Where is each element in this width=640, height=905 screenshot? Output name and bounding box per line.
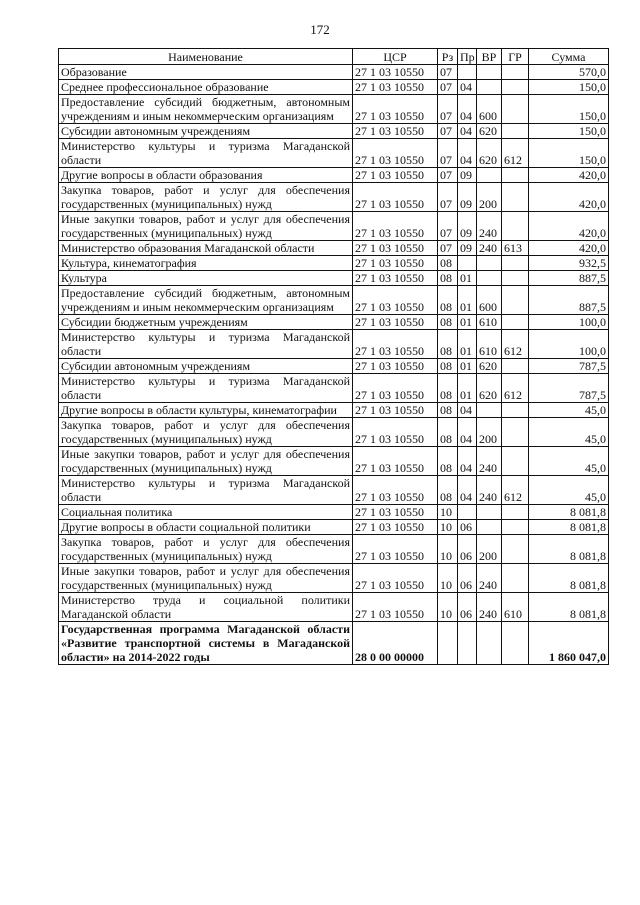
cell-csr: 27 1 03 10550 (353, 374, 438, 403)
cell-name: Иные закупки товаров, работ и услуг для обеспечения государственных (муниципальных) нужд (59, 564, 353, 593)
cell-pr: 04 (458, 95, 477, 124)
cell-csr: 27 1 03 10550 (353, 241, 438, 256)
cell-pr: 04 (458, 476, 477, 505)
cell-csr: 27 1 03 10550 (353, 315, 438, 330)
cell-pr: 01 (458, 286, 477, 315)
table-row (59, 65, 609, 80)
cell-pr: 04 (458, 124, 477, 139)
cell-sum: 420,0 (529, 183, 609, 212)
cell-csr: 27 1 03 10550 (353, 418, 438, 447)
cell-rz: 08 (438, 403, 458, 418)
cell-gr (502, 535, 529, 564)
cell-rz: 07 (438, 241, 458, 256)
cell-sum: 420,0 (529, 168, 609, 183)
table-row (59, 359, 609, 374)
table-row (59, 374, 609, 403)
cell-csr: 28 0 00 00000 (353, 622, 438, 665)
cell-vr: 240 (477, 241, 502, 256)
cell-sum: 100,0 (529, 330, 609, 359)
cell-gr (502, 286, 529, 315)
cell-csr: 27 1 03 10550 (353, 139, 438, 168)
cell-pr: 06 (458, 593, 477, 622)
cell-csr: 27 1 03 10550 (353, 403, 438, 418)
cell-gr (502, 271, 529, 286)
cell-name: Иные закупки товаров, работ и услуг для обеспечения государственных (муниципальных) нужд (59, 212, 353, 241)
cell-name: Среднее профессиональное образование (59, 80, 353, 95)
table-row (59, 183, 609, 212)
cell-vr: 600 (477, 286, 502, 315)
cell-sum: 1 860 047,0 (529, 622, 609, 665)
cell-pr: 01 (458, 374, 477, 403)
cell-gr (502, 80, 529, 95)
table-row (59, 447, 609, 476)
cell-sum: 887,5 (529, 286, 609, 315)
cell-sum: 45,0 (529, 403, 609, 418)
cell-vr: 610 (477, 315, 502, 330)
page-number: 172 (310, 22, 330, 37)
cell-csr: 27 1 03 10550 (353, 183, 438, 212)
cell-name: Министерство образования Магаданской области (59, 241, 353, 256)
table-row (59, 315, 609, 330)
cell-csr: 27 1 03 10550 (353, 564, 438, 593)
cell-name: Субсидии бюджетным учреждениям (59, 315, 353, 330)
cell-rz: 08 (438, 476, 458, 505)
cell-pr: 09 (458, 168, 477, 183)
cell-csr: 27 1 03 10550 (353, 65, 438, 80)
cell-gr (502, 520, 529, 535)
cell-csr: 27 1 03 10550 (353, 212, 438, 241)
cell-pr: 06 (458, 520, 477, 535)
table-row (59, 95, 609, 124)
cell-sum: 150,0 (529, 139, 609, 168)
cell-pr: 09 (458, 241, 477, 256)
cell-vr: 200 (477, 535, 502, 564)
cell-vr: 240 (477, 476, 502, 505)
cell-gr: 610 (502, 593, 529, 622)
cell-vr (477, 65, 502, 80)
table-row (59, 256, 609, 271)
table-row (59, 403, 609, 418)
cell-csr: 27 1 03 10550 (353, 520, 438, 535)
cell-vr (477, 256, 502, 271)
cell-rz: 10 (438, 520, 458, 535)
cell-gr (502, 124, 529, 139)
cell-sum: 887,5 (529, 271, 609, 286)
cell-rz: 07 (438, 139, 458, 168)
cell-sum: 45,0 (529, 447, 609, 476)
cell-rz: 08 (438, 271, 458, 286)
cell-name: Государственная программа Магаданской области «Развитие транспортной системы в Магаданской области» на 2014-2022 годы (59, 622, 353, 665)
cell-gr (502, 447, 529, 476)
cell-pr: 09 (458, 183, 477, 212)
cell-vr (477, 505, 502, 520)
cell-vr: 620 (477, 359, 502, 374)
table-row (59, 168, 609, 183)
cell-csr: 27 1 03 10550 (353, 271, 438, 286)
cell-pr: 04 (458, 139, 477, 168)
cell-name: Закупка товаров, работ и услуг для обеспечения государственных (муниципальных) нужд (59, 535, 353, 564)
cell-csr: 27 1 03 10550 (353, 256, 438, 271)
cell-csr: 27 1 03 10550 (353, 359, 438, 374)
cell-vr (477, 168, 502, 183)
cell-gr: 613 (502, 241, 529, 256)
cell-csr: 27 1 03 10550 (353, 593, 438, 622)
table-row (59, 139, 609, 168)
cell-sum: 787,5 (529, 359, 609, 374)
cell-sum: 8 081,8 (529, 564, 609, 593)
header-vr: ВР (477, 49, 502, 65)
cell-gr (502, 65, 529, 80)
cell-gr: 612 (502, 374, 529, 403)
table-row (59, 505, 609, 520)
cell-sum: 8 081,8 (529, 593, 609, 622)
table-row (59, 271, 609, 286)
budget-table (58, 48, 609, 665)
cell-rz: 08 (438, 330, 458, 359)
cell-name: Другие вопросы в области культуры, кинематографии (59, 403, 353, 418)
cell-vr: 620 (477, 374, 502, 403)
cell-csr: 27 1 03 10550 (353, 535, 438, 564)
table-row (59, 535, 609, 564)
cell-csr: 27 1 03 10550 (353, 476, 438, 505)
table-body (59, 65, 609, 665)
cell-vr: 600 (477, 95, 502, 124)
cell-pr: 01 (458, 359, 477, 374)
cell-gr (502, 359, 529, 374)
header-pr: Пр (458, 49, 477, 65)
cell-vr: 240 (477, 212, 502, 241)
cell-gr (502, 505, 529, 520)
header-row (59, 49, 609, 65)
cell-name: Министерство культуры и туризма Магаданской области (59, 139, 353, 168)
cell-gr: 612 (502, 476, 529, 505)
cell-gr (502, 564, 529, 593)
cell-gr (502, 183, 529, 212)
cell-sum: 932,5 (529, 256, 609, 271)
cell-sum: 787,5 (529, 374, 609, 403)
cell-vr (477, 80, 502, 95)
cell-gr (502, 315, 529, 330)
cell-pr: 01 (458, 315, 477, 330)
header-name: Наименование (59, 49, 353, 65)
cell-name: Министерство культуры и туризма Магаданской области (59, 476, 353, 505)
cell-vr (477, 520, 502, 535)
cell-vr: 620 (477, 139, 502, 168)
cell-pr: 06 (458, 535, 477, 564)
cell-pr: 04 (458, 447, 477, 476)
cell-name: Предоставление субсидий бюджетным, автономным учреждениям и иным некоммерческим организациям (59, 286, 353, 315)
cell-vr: 240 (477, 593, 502, 622)
cell-rz: 07 (438, 212, 458, 241)
cell-gr (502, 418, 529, 447)
header-gr: ГР (502, 49, 529, 65)
cell-sum: 8 081,8 (529, 535, 609, 564)
cell-gr (502, 95, 529, 124)
cell-rz: 07 (438, 65, 458, 80)
cell-sum: 150,0 (529, 80, 609, 95)
cell-csr: 27 1 03 10550 (353, 286, 438, 315)
table-row (59, 80, 609, 95)
cell-rz: 08 (438, 256, 458, 271)
cell-gr (502, 256, 529, 271)
cell-rz: 07 (438, 95, 458, 124)
cell-gr (502, 622, 529, 665)
cell-name: Закупка товаров, работ и услуг для обеспечения государственных (муниципальных) нужд (59, 418, 353, 447)
header-csr: ЦСР (353, 49, 438, 65)
table-row (59, 418, 609, 447)
cell-rz: 08 (438, 286, 458, 315)
cell-rz: 07 (438, 168, 458, 183)
cell-name: Министерство труда и социальной политики Магаданской области (59, 593, 353, 622)
cell-sum: 45,0 (529, 476, 609, 505)
cell-rz: 08 (438, 374, 458, 403)
cell-sum: 100,0 (529, 315, 609, 330)
cell-pr: 04 (458, 403, 477, 418)
cell-csr: 27 1 03 10550 (353, 447, 438, 476)
cell-csr: 27 1 03 10550 (353, 330, 438, 359)
table-row (59, 622, 609, 665)
cell-rz: 10 (438, 593, 458, 622)
cell-csr: 27 1 03 10550 (353, 168, 438, 183)
table-row (59, 286, 609, 315)
cell-pr: 06 (458, 564, 477, 593)
cell-name: Министерство культуры и туризма Магаданской области (59, 330, 353, 359)
cell-vr: 240 (477, 564, 502, 593)
cell-rz: 10 (438, 505, 458, 520)
cell-rz: 08 (438, 359, 458, 374)
cell-name: Субсидии автономным учреждениям (59, 359, 353, 374)
cell-sum: 45,0 (529, 418, 609, 447)
cell-gr (502, 403, 529, 418)
cell-rz: 08 (438, 447, 458, 476)
table-row (59, 212, 609, 241)
cell-name: Закупка товаров, работ и услуг для обеспечения государственных (муниципальных) нужд (59, 183, 353, 212)
cell-name: Субсидии автономным учреждениям (59, 124, 353, 139)
cell-gr (502, 168, 529, 183)
table-row (59, 124, 609, 139)
cell-sum: 420,0 (529, 212, 609, 241)
cell-name: Иные закупки товаров, работ и услуг для обеспечения государственных (муниципальных) нужд (59, 447, 353, 476)
cell-csr: 27 1 03 10550 (353, 95, 438, 124)
cell-sum: 420,0 (529, 241, 609, 256)
cell-vr: 200 (477, 183, 502, 212)
cell-csr: 27 1 03 10550 (353, 505, 438, 520)
cell-pr (458, 256, 477, 271)
cell-sum: 8 081,8 (529, 505, 609, 520)
table-row (59, 241, 609, 256)
cell-rz: 07 (438, 124, 458, 139)
cell-pr (458, 65, 477, 80)
cell-vr: 200 (477, 418, 502, 447)
cell-vr: 240 (477, 447, 502, 476)
cell-rz (438, 622, 458, 665)
cell-name: Другие вопросы в области образования (59, 168, 353, 183)
cell-vr: 620 (477, 124, 502, 139)
cell-vr (477, 403, 502, 418)
table-row (59, 476, 609, 505)
cell-gr: 612 (502, 330, 529, 359)
cell-csr: 27 1 03 10550 (353, 80, 438, 95)
cell-pr (458, 505, 477, 520)
cell-gr: 612 (502, 139, 529, 168)
cell-vr: 610 (477, 330, 502, 359)
cell-rz: 08 (438, 315, 458, 330)
cell-sum: 150,0 (529, 124, 609, 139)
cell-pr: 01 (458, 271, 477, 286)
table-row (59, 593, 609, 622)
cell-pr: 04 (458, 80, 477, 95)
table-row (59, 564, 609, 593)
cell-name: Министерство культуры и туризма Магаданской области (59, 374, 353, 403)
cell-sum: 570,0 (529, 65, 609, 80)
cell-sum: 8 081,8 (529, 520, 609, 535)
cell-vr (477, 271, 502, 286)
cell-rz: 07 (438, 183, 458, 212)
table-row (59, 330, 609, 359)
table-row (59, 520, 609, 535)
header-rz: Рз (438, 49, 458, 65)
cell-vr (477, 622, 502, 665)
header-sum: Сумма (529, 49, 609, 65)
cell-pr (458, 622, 477, 665)
cell-name: Предоставление субсидий бюджетным, автономным учреждениям и иным некоммерческим организациям (59, 95, 353, 124)
cell-name: Культура (59, 271, 353, 286)
cell-pr: 09 (458, 212, 477, 241)
cell-rz: 07 (438, 80, 458, 95)
cell-pr: 04 (458, 418, 477, 447)
cell-rz: 10 (438, 535, 458, 564)
cell-name: Культура, кинематография (59, 256, 353, 271)
cell-gr (502, 212, 529, 241)
cell-pr: 01 (458, 330, 477, 359)
cell-name: Образование (59, 65, 353, 80)
cell-name: Социальная политика (59, 505, 353, 520)
cell-rz: 10 (438, 564, 458, 593)
cell-sum: 150,0 (529, 95, 609, 124)
cell-rz: 08 (438, 418, 458, 447)
cell-name: Другие вопросы в области социальной политики (59, 520, 353, 535)
cell-csr: 27 1 03 10550 (353, 124, 438, 139)
table-header (59, 49, 609, 65)
